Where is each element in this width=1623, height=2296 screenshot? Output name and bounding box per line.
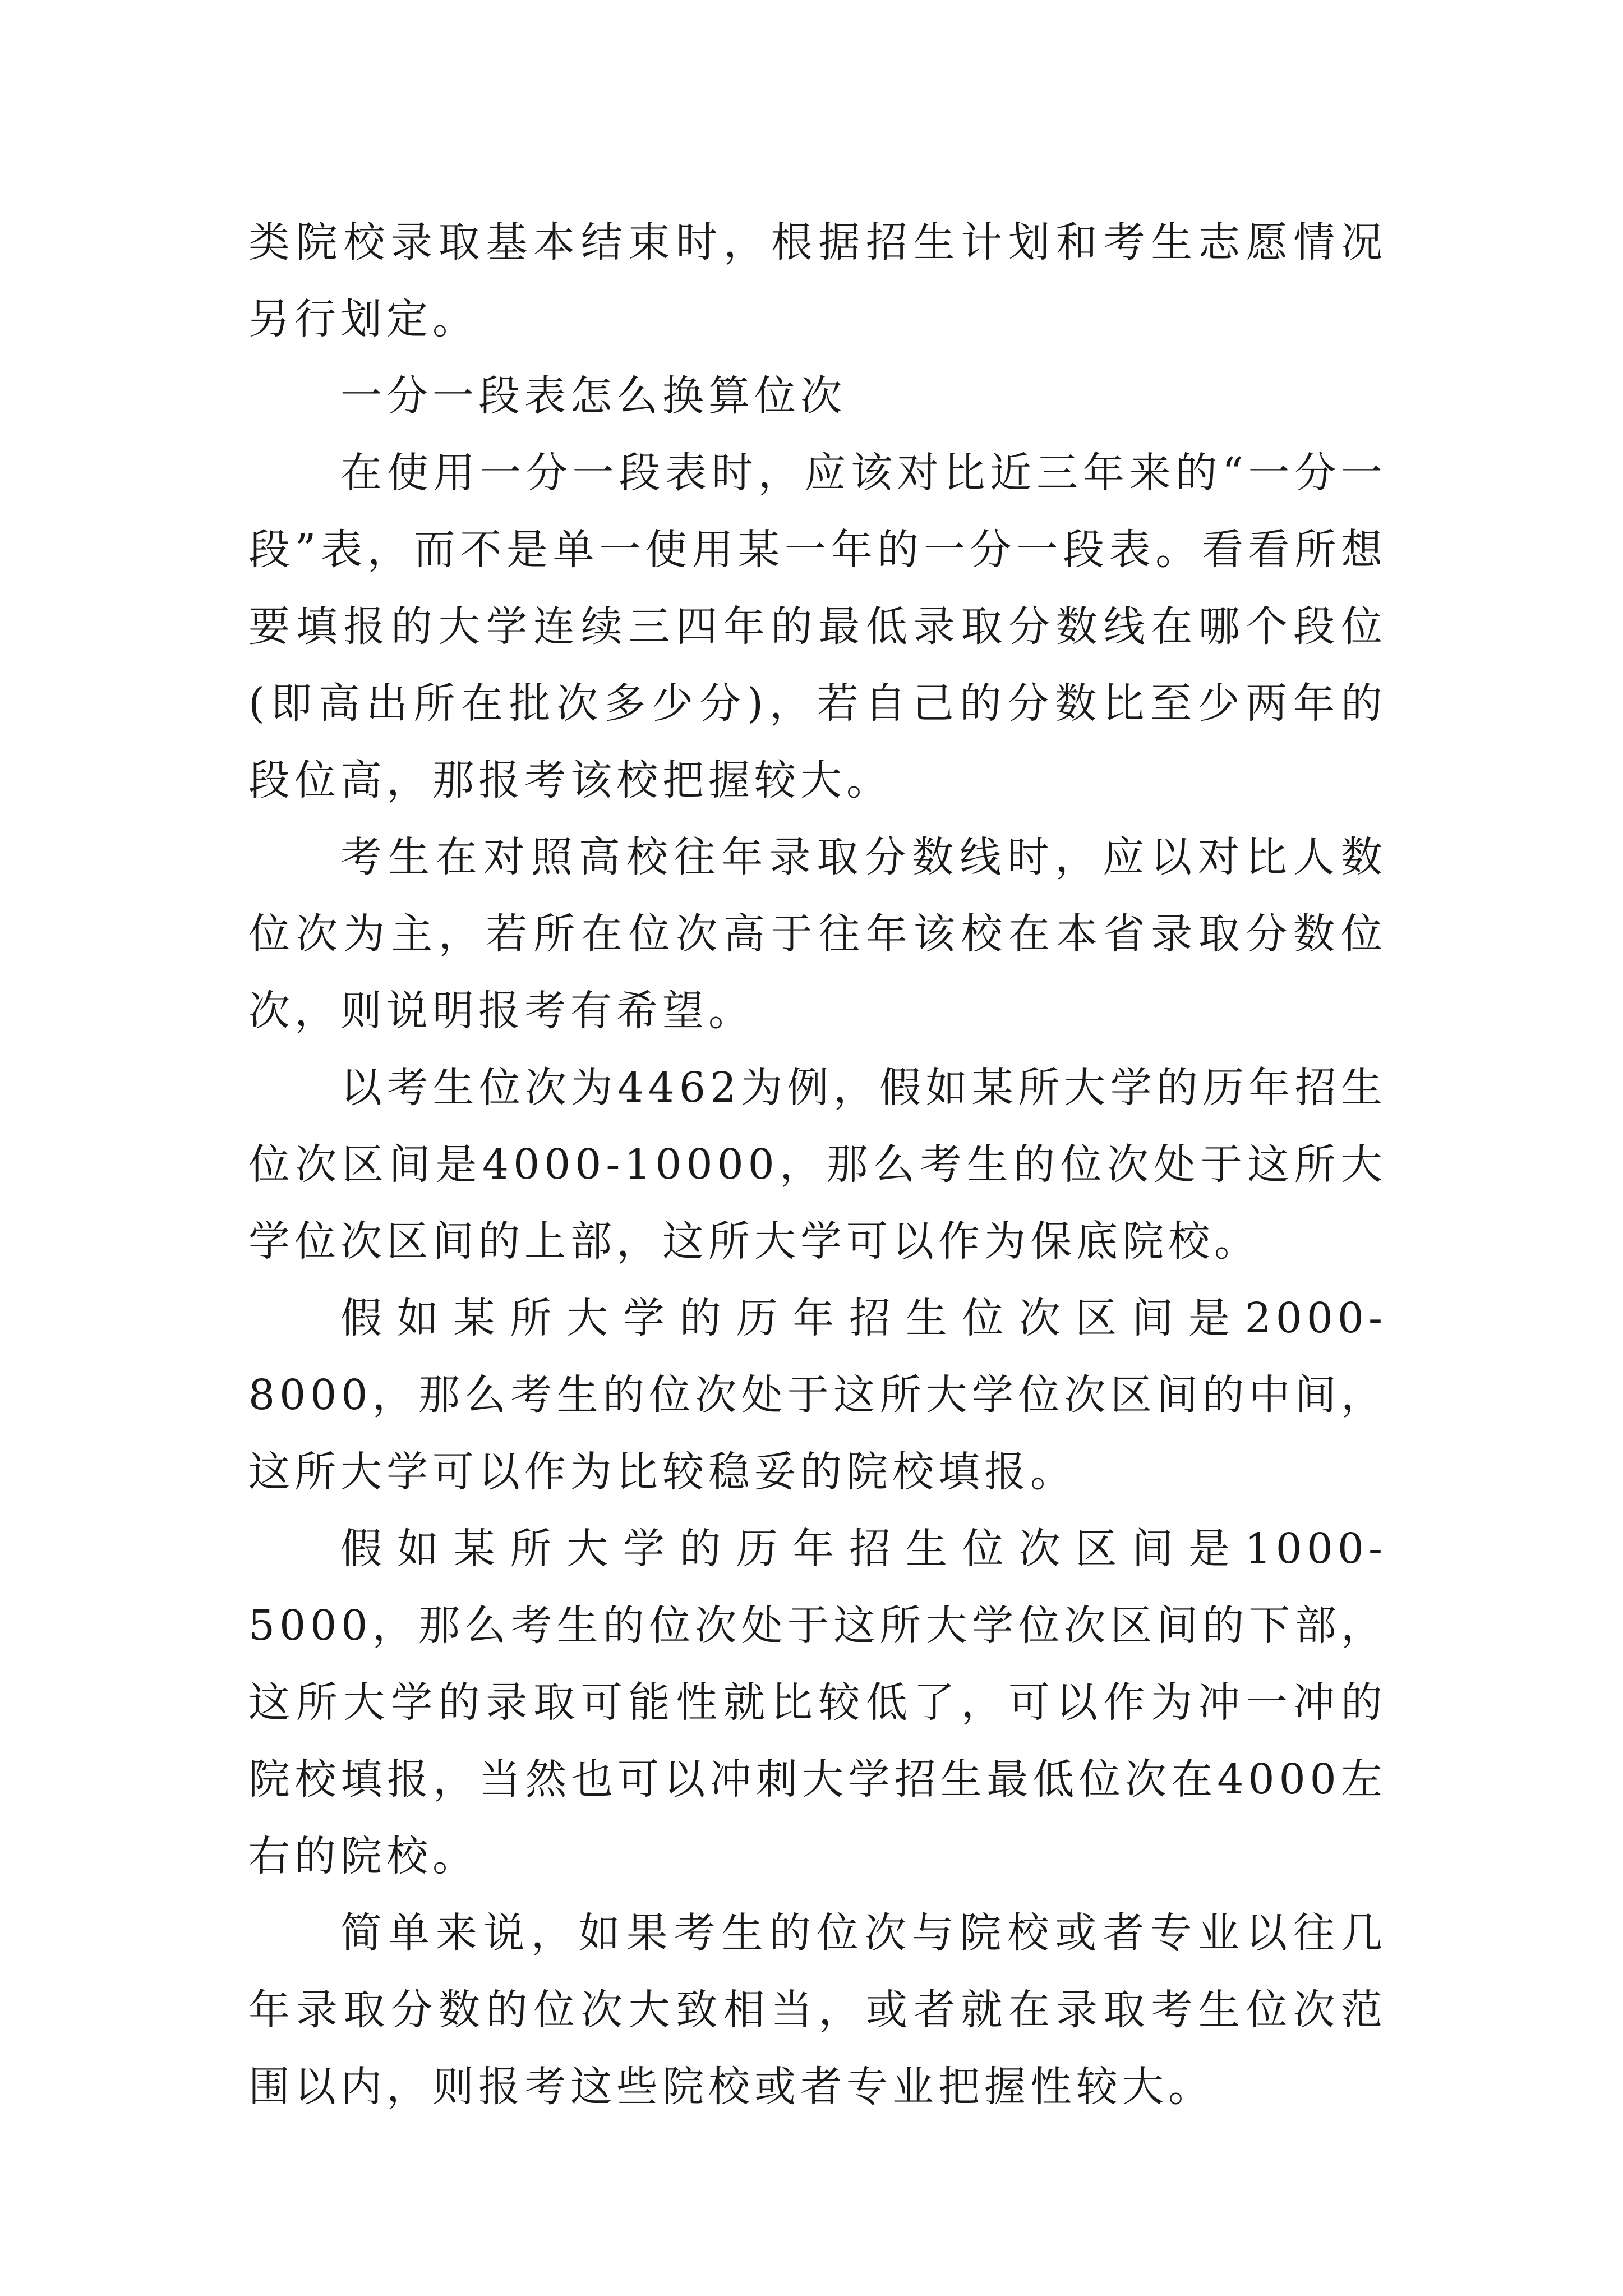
section-heading: 一分一段表怎么换算位次	[340, 372, 846, 420]
paragraph-example-stable: 假如某所大学的历年招生位次区间是2000-8000，那么考生的位次处于这所大学位次区间的中间，这所大学可以作为比较稳妥的院校填报。	[248, 1294, 1387, 1496]
paragraph-continuation: 类院校录取基本结束时，根据招生计划和考生志愿情况另行划定。	[248, 218, 1387, 343]
paragraph-example-reach: 假如某所大学的历年招生位次区间是1000-5000，那么考生的位次处于这所大学位次区间的下部，这所大学的录取可能性就比较低了，可以作为冲一冲的院校填报，当然也可以冲刺大学招生最低位次在4000左右的院校。	[248, 1525, 1387, 1880]
paragraph-ranking-comparison: 考生在对照高校往年录取分数线时，应以对比人数位次为主，若所在位次高于往年该校在本省录取分数位次，则说明报考有希望。	[248, 833, 1387, 1035]
document-body	[248, 204, 1387, 2125]
paragraph-usage: 在使用一分一段表时，应该对比近三年来的“一分一段”表，而不是单一使用某一年的一分一段表。看看所想要填报的大学连续三四年的最低录取分数线在哪个段位(即高出所在批次多少分)，若自己的分数比至少两年的段位高，那报考该校把握较大。	[248, 449, 1387, 804]
paragraph-example-safe: 以考生位次为4462为例，假如某所大学的历年招生位次区间是4000-10000，那么考生的位次处于这所大学位次区间的上部，这所大学可以作为保底院校。	[248, 1064, 1387, 1266]
paragraph-summary: 简单来说，如果考生的位次与院校或者专业以往几年录取分数的位次大致相当，或者就在录取考生位次范围以内，则报考这些院校或者专业把握性较大。	[248, 1909, 1387, 2111]
